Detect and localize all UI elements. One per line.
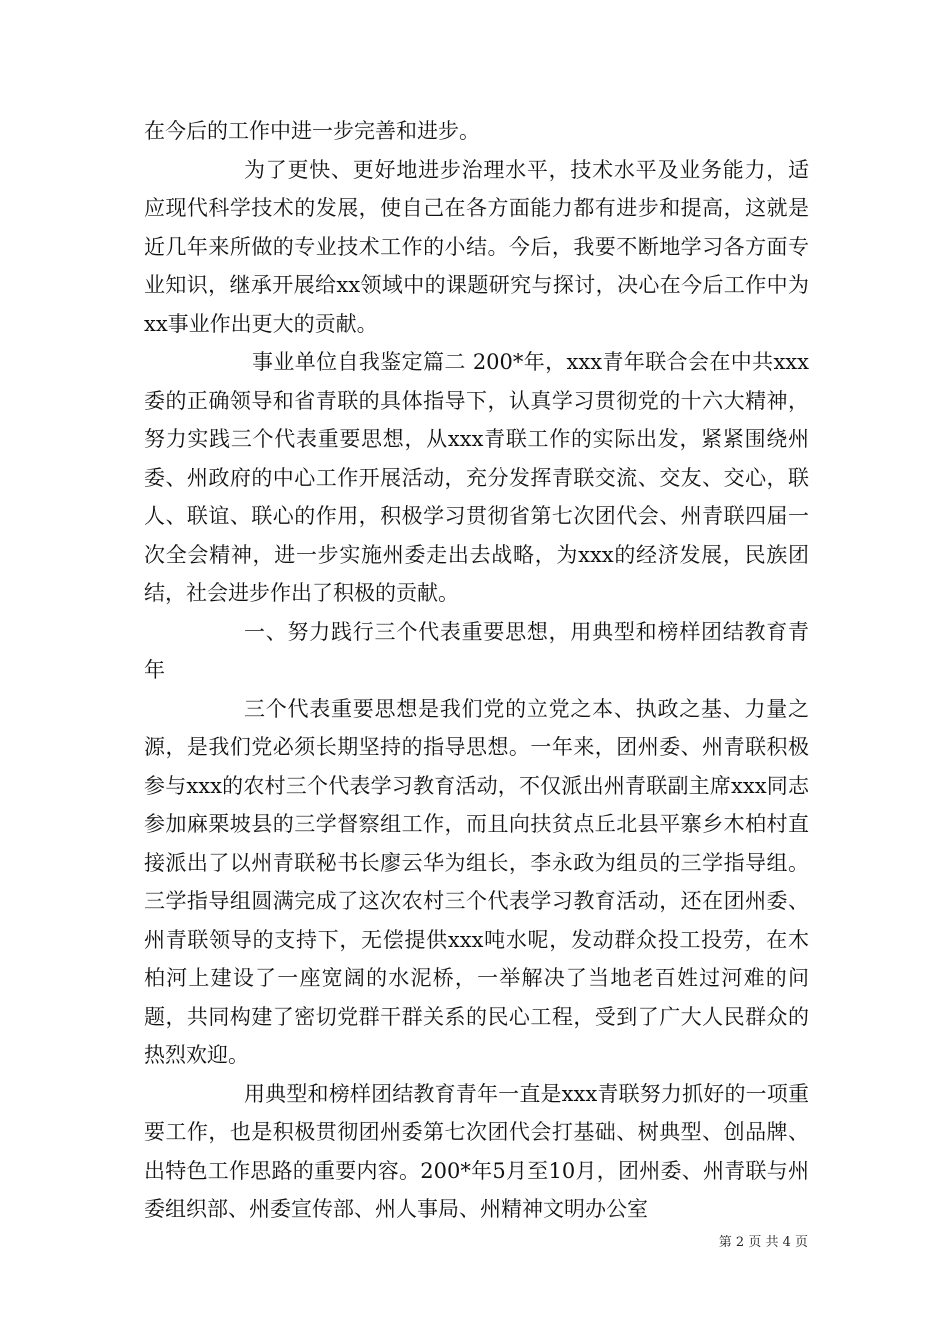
document-body — [144, 112, 809, 1229]
paragraph: 事业单位自我鉴定篇二 200*年，xxx青年联合会在中共xxx委的正确领导和省青联的具体指导下，认真学习贯彻党的十六大精神，努力实践三个代表重要思想，从xxx青联工作的实际出发，紧紧围绕州委、州政府的中心工作开展活动，充分发挥青联交流、交友、交心，联人、联谊、联心的作用，积极学习贯彻省第七次团代会、州青联四届一次全会精神，进一步实施州委走出去战略，为xxx的经济发展，民族团结，社会进步作出了积极的贡献。 — [144, 350, 809, 605]
paragraph: 用典型和榜样团结教育青年一直是xxx青联努力抓好的一项重要工作，也是积极贯彻团州委第七次团代会打基础、树典型、创品牌、出特色工作思路的重要内容。200*年5月至10月，团州委、州青联与州委组织部、州委宣传部、州人事局、州精神文明办公室 — [144, 1081, 809, 1221]
paragraph: 三个代表重要思想是我们党的立党之本、执政之基、力量之源，是我们党必须长期坚持的指导思想。一年来，团州委、州青联积极参与xxx的农村三个代表学习教育活动，不仅派出州青联副主席xxx同志参加麻栗坡县的三学督察组工作，而且向扶贫点丘北县平寨乡木柏村直接派出了以州青联秘书长廖云华为组长，李永政为组员的三学指导组。三学指导组圆满完成了这次农村三个代表学习教育活动，还在团州委、州青联领导的支持下，无偿提供xxx吨水呢，发动群众投工投劳，在木柏河上建设了一座宽阔的水泥桥，一举解决了当地老百姓过河难的问题，共同构建了密切党群干群关系的民心工程，受到了广大人民群众的热烈欢迎。 — [144, 696, 809, 1067]
paragraph: 为了更快、更好地进步治理水平，技术水平及业务能力，适应现代科学技术的发展，使自己在各方面能力都有进步和提高，这就是近几年来所做的专业技术工作的小结。今后，我要不断地学习各方面专业知识，继承开展给xx领域中的课题研究与探讨，决心在今后工作中为xx事业作出更大的贡献。 — [144, 157, 809, 336]
section-heading: 一、努力践行三个代表重要思想，用典型和榜样团结教育青年 — [144, 619, 809, 682]
page-number-footer: 第 2 页 共 4 页 — [718, 1235, 808, 1250]
paragraph: 在今后的工作中进一步完善和进步。 — [144, 119, 480, 143]
